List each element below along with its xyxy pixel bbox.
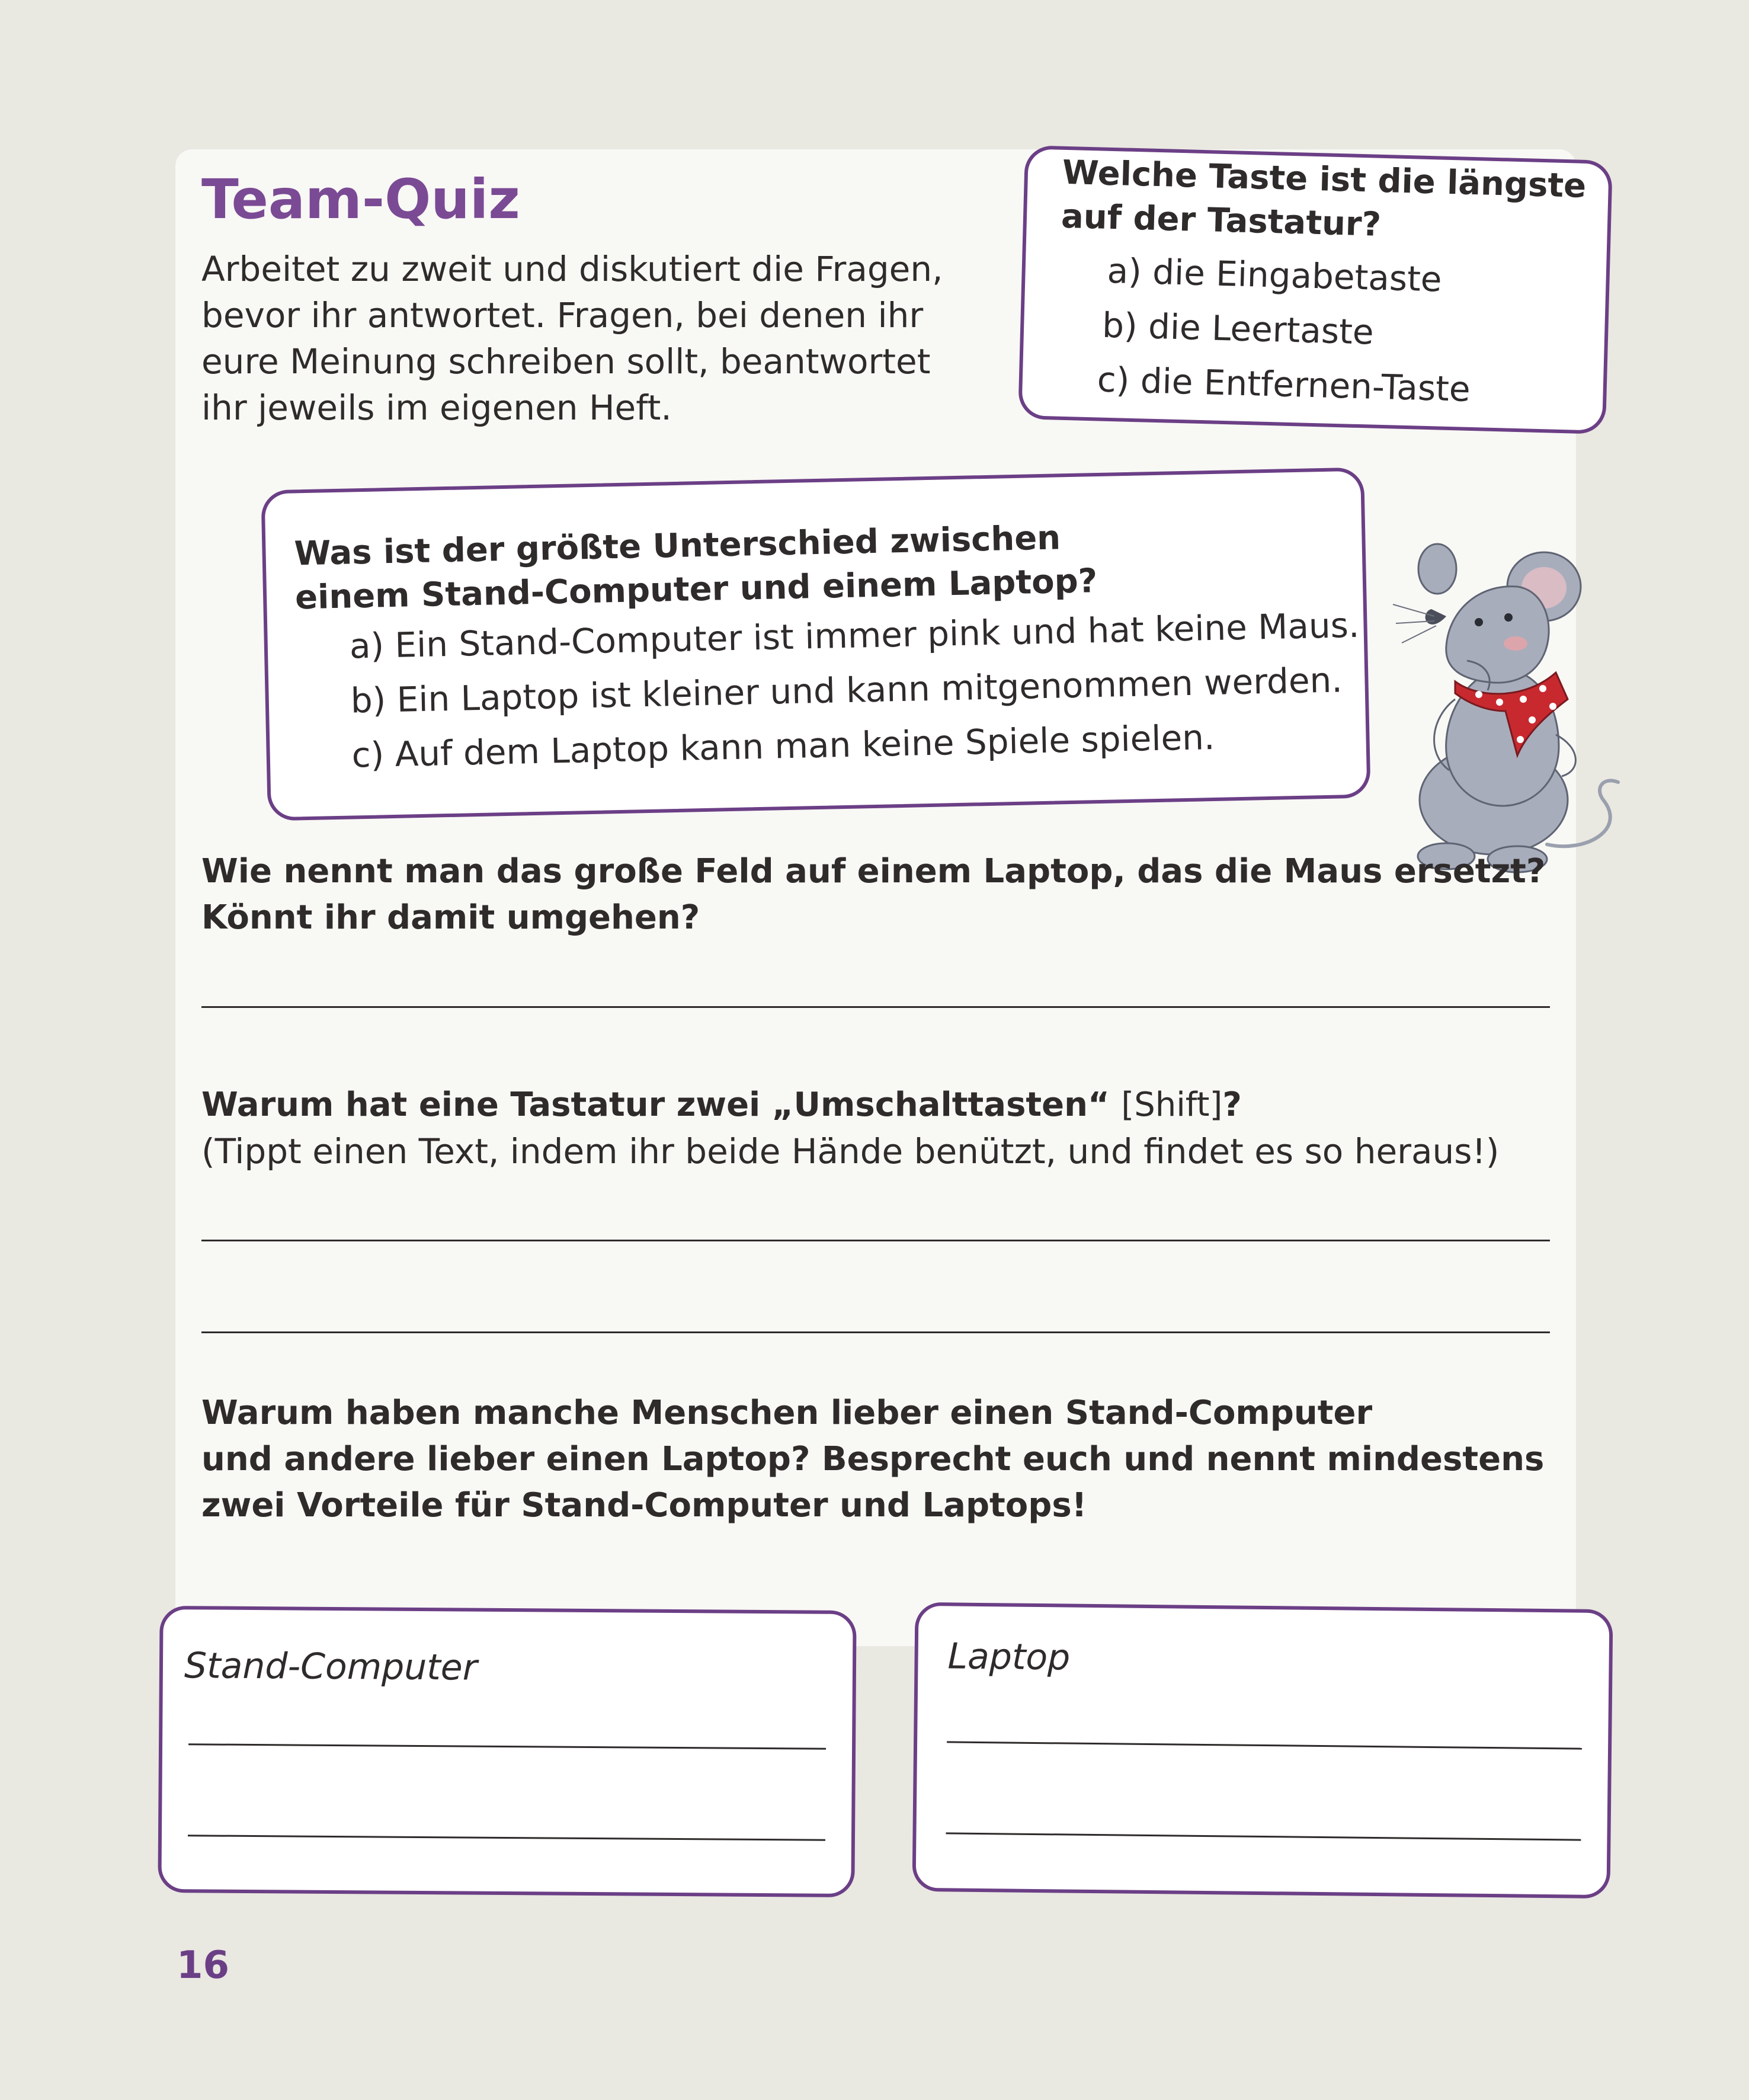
answer-box-label: Stand-Computer xyxy=(184,1645,478,1689)
answer-line[interactable] xyxy=(946,1832,1581,1840)
answer-box-laptop xyxy=(912,1602,1613,1899)
quiz-question-computer-vs-laptop: Was ist der größte Unterschied zwischen einem Stand-Computer und einem Laptop? xyxy=(293,518,1098,617)
mouse-illustration xyxy=(1390,521,1639,883)
answer-line[interactable] xyxy=(947,1741,1582,1749)
answer-box-label: Laptop xyxy=(947,1635,1071,1679)
quiz-option: c) Auf dem Laptop kann man keine Spiele spielen. xyxy=(351,716,1215,776)
answer-line[interactable] xyxy=(188,1743,826,1750)
quiz-question-longest-key: Welche Taste ist die längste auf der Tastatur? xyxy=(1061,153,1587,244)
question-touchpad: Wie nennt man das große Feld auf einem Laptop, das die Maus ersetzt? Könnt ihr damit umgehen? xyxy=(201,852,1546,937)
answer-line[interactable] xyxy=(201,1331,1550,1333)
quiz-option: b) Ein Laptop ist kleiner und kann mitgenommen werden. xyxy=(350,660,1343,721)
page-title: Team-Quiz xyxy=(201,168,520,231)
quiz-box-computer-vs-laptop xyxy=(261,468,1370,821)
question-shift-hint: (Tippt einen Text, indem ihr beide Hände benützt, und findet es so heraus!) xyxy=(201,1131,1500,1171)
quiz-option: a) die Eingabetaste xyxy=(1106,250,1443,300)
question-advantages: Warum haben manche Menschen lieber einen Stand-Computer und andere lieber einen Laptop? Besprecht euch und nennt mindestens zwei Vorteile für Stand-Computer und Laptops! xyxy=(201,1394,1545,1525)
answer-line[interactable] xyxy=(201,1240,1550,1241)
answer-box-stand-computer xyxy=(158,1606,856,1897)
quiz-option: b) die Leertaste xyxy=(1101,305,1375,353)
answer-line[interactable] xyxy=(188,1835,825,1841)
answer-line[interactable] xyxy=(201,1006,1550,1008)
quiz-box-longest-key xyxy=(1018,145,1613,434)
quiz-option: a) Ein Stand-Computer ist immer pink und hat keine Maus. xyxy=(349,604,1360,667)
question-shift-keys: Warum hat eine Tastatur zwei „Umschalttasten“ [Shift]? xyxy=(201,1086,1242,1124)
page-number: 16 xyxy=(177,1944,230,1987)
intro-text: Arbeitet zu zweit und diskutiert die Fragen, bevor ihr antwortet. Fragen, bei denen ihr eure Meinung schreiben sollt, beantwortet ihr jeweils im eigenen Heft. xyxy=(201,249,943,428)
quiz-option: c) die Entfernen-Taste xyxy=(1097,359,1471,409)
quiz-options-longest-key xyxy=(1056,242,1607,420)
quiz-options-computer-vs-laptop xyxy=(296,598,1366,784)
